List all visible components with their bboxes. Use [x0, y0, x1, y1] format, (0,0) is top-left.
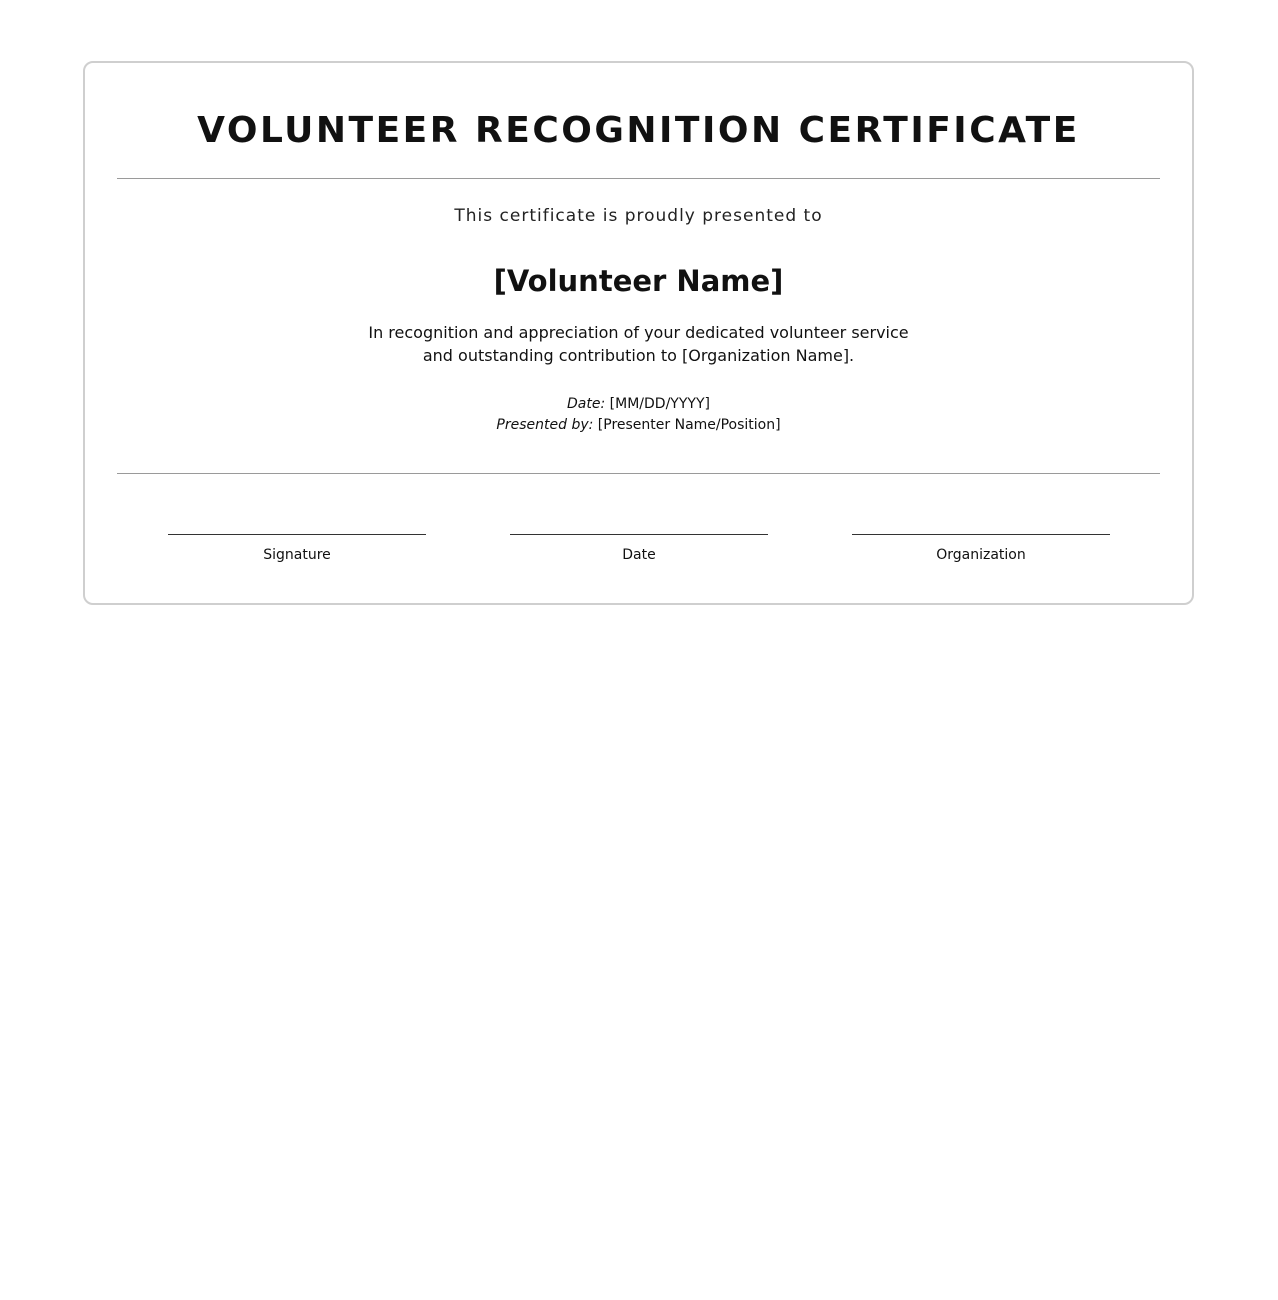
certificate-title: VOLUNTEER RECOGNITION CERTIFICATE [197, 110, 1080, 151]
description-line-2: and outstanding contribution to [Organization Name]. [422, 346, 855, 365]
date-label: Date: [567, 396, 606, 412]
top-divider [117, 178, 1160, 179]
signature-line [168, 534, 426, 535]
date-signature-label: Date [622, 547, 656, 563]
description-line-1: In recognition and appreciation of your dedicated volunteer service [368, 323, 909, 342]
presented-by-label: Presented by: [496, 417, 594, 433]
presented-by-row [85, 415, 1192, 436]
recognition-description [85, 321, 1192, 367]
organization-signature-line [852, 534, 1110, 535]
organization-signature-label: Organization [936, 547, 1026, 563]
date-value: [MM/DD/YYYY] [609, 396, 710, 412]
certificate-meta [85, 394, 1192, 436]
bottom-divider [117, 473, 1160, 474]
organization-signature-block [852, 534, 1110, 564]
date-signature-line [510, 534, 768, 535]
recipient-name: [Volunteer Name] [493, 264, 784, 298]
presented-by-value: [Presenter Name/Position] [597, 417, 781, 433]
presented-to-text: This certificate is proudly presented to [454, 206, 823, 226]
signature-label: Signature [263, 547, 331, 563]
certificate-card [83, 61, 1194, 605]
date-row [85, 394, 1192, 415]
date-signature-block [510, 534, 768, 564]
signature-block [168, 534, 426, 564]
